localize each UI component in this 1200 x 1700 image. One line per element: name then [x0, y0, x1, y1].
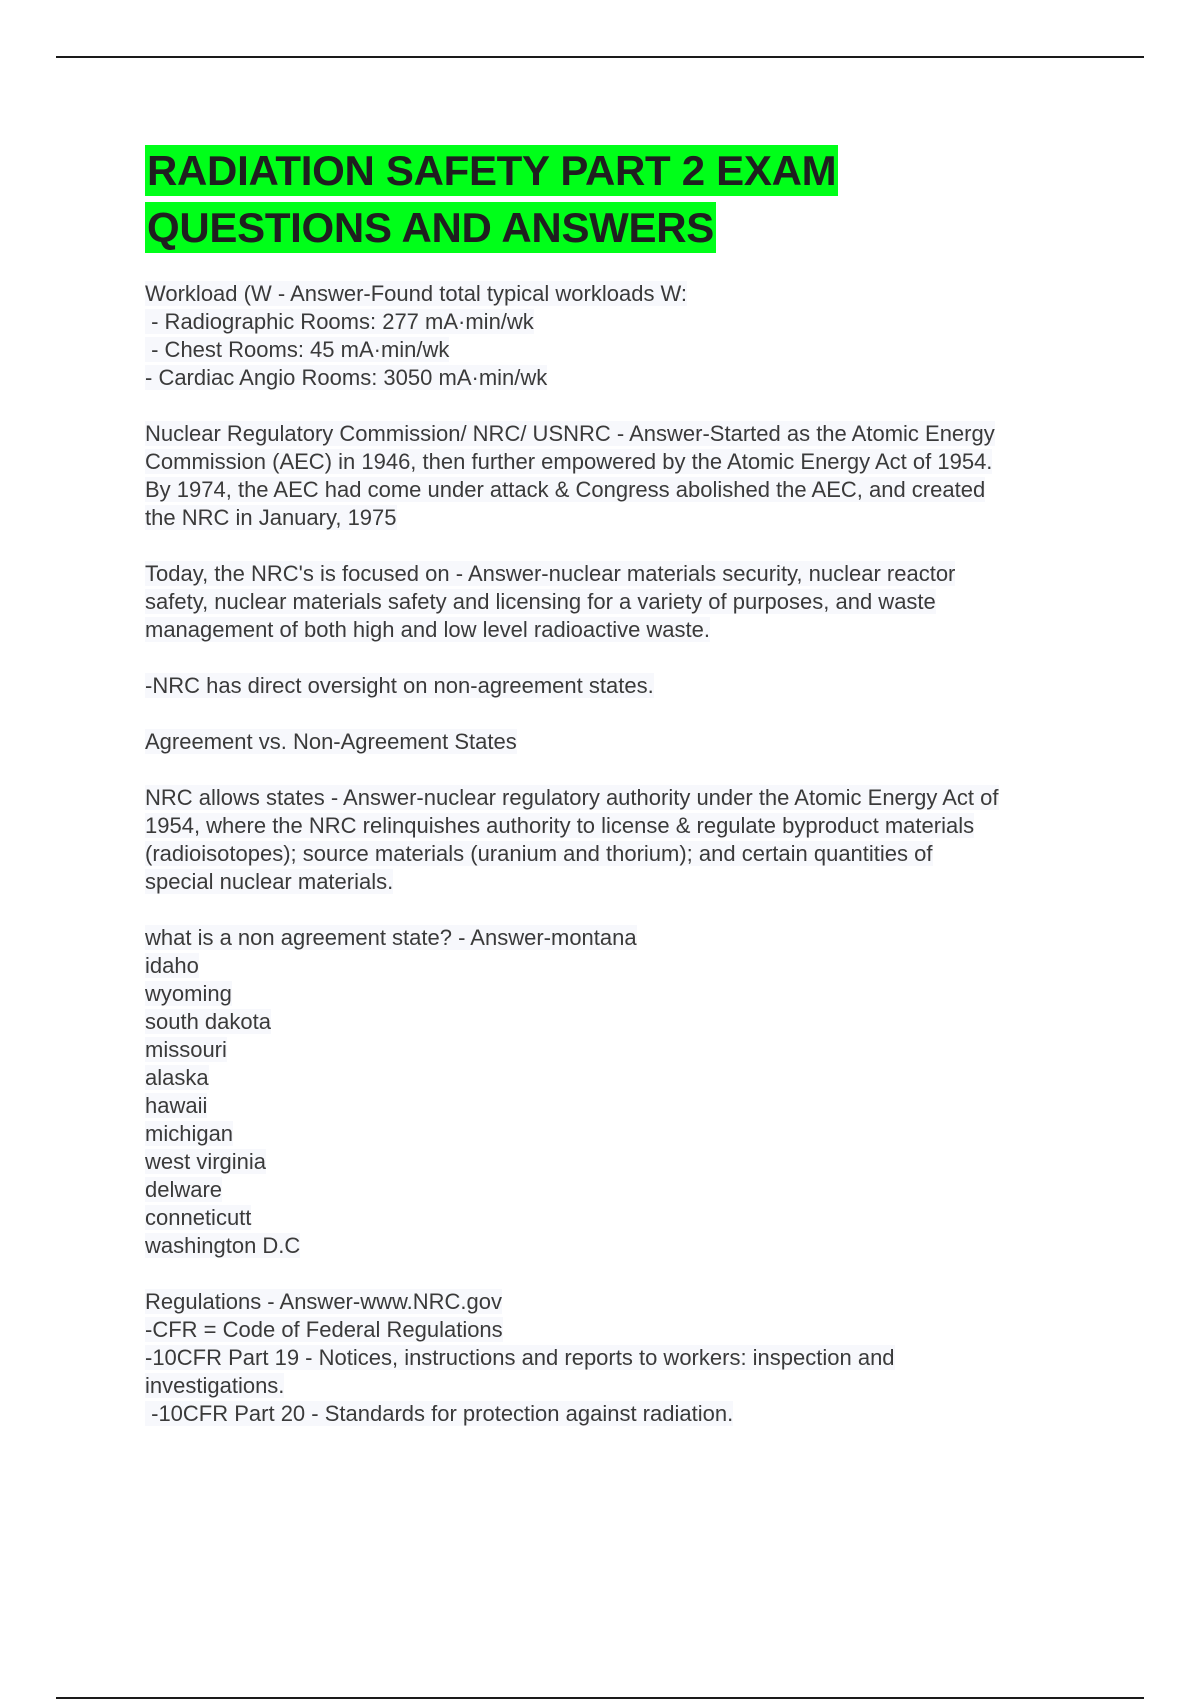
text-line	[145, 812, 1105, 840]
document-title	[145, 142, 1105, 256]
qa-list	[145, 280, 1105, 1428]
text-line	[145, 728, 1105, 756]
text-line-content: west virginia	[145, 1149, 267, 1174]
text-line-content: Regulations - Answer-www.NRC.gov	[145, 1289, 503, 1314]
qa-item	[145, 672, 1105, 700]
text-line	[145, 420, 1105, 448]
text-line	[145, 1036, 1105, 1064]
text-line-content: investigations.	[145, 1373, 285, 1398]
qa-item	[145, 1288, 1105, 1428]
text-line	[145, 1288, 1105, 1316]
text-line-content: - Chest Rooms: 45 mA·min/wk	[145, 337, 450, 362]
text-line-content: missouri	[145, 1037, 227, 1062]
top-rule	[56, 56, 1144, 58]
qa-item	[145, 420, 1105, 532]
text-line-content: Commission (AEC) in 1946, then further empowered by the Atomic Energy Act of 1954.	[145, 449, 993, 474]
text-line	[145, 336, 1105, 364]
bottom-rule	[56, 1697, 1144, 1699]
text-line	[145, 1064, 1105, 1092]
text-line	[145, 1372, 1105, 1400]
text-line	[145, 448, 1105, 476]
text-line	[145, 1008, 1105, 1036]
text-line-content: management of both high and low level radioactive waste.	[145, 617, 711, 642]
text-line	[145, 280, 1105, 308]
text-line-content: the NRC in January, 1975	[145, 505, 397, 530]
text-line-content: south dakota	[145, 1009, 271, 1034]
qa-item	[145, 924, 1105, 1260]
text-line-content: Agreement vs. Non-Agreement States	[145, 729, 517, 754]
text-line-content: Today, the NRC's is focused on - Answer-nuclear materials security, nuclear reactor	[145, 561, 956, 586]
qa-item	[145, 560, 1105, 644]
text-line-content: delware	[145, 1177, 223, 1202]
text-line-content: -10CFR Part 20 - Standards for protection against radiation.	[145, 1401, 734, 1426]
document-page	[145, 142, 1105, 1456]
text-line-content: safety, nuclear materials safety and licensing for a variety of purposes, and waste	[145, 589, 936, 614]
text-line-content: - Radiographic Rooms: 277 mA·min/wk	[145, 309, 534, 334]
text-line-content: Workload (W - Answer-Found total typical workloads W:	[145, 281, 688, 306]
text-line	[145, 1316, 1105, 1344]
text-line	[145, 588, 1105, 616]
qa-item	[145, 728, 1105, 756]
text-line	[145, 1204, 1105, 1232]
text-line	[145, 1120, 1105, 1148]
text-line	[145, 504, 1105, 532]
text-line-content: (radioisotopes); source materials (uranium and thorium); and certain quantities of	[145, 841, 933, 866]
text-line-content: Nuclear Regulatory Commission/ NRC/ USNRC - Answer-Started as the Atomic Energy	[145, 421, 995, 446]
text-line-content: -CFR = Code of Federal Regulations	[145, 1317, 503, 1342]
text-line	[145, 308, 1105, 336]
text-line-content: hawaii	[145, 1093, 208, 1118]
title-line-2: QUESTIONS AND ANSWERS	[147, 204, 714, 251]
text-line	[145, 560, 1105, 588]
text-line-content: -10CFR Part 19 - Notices, instructions and reports to workers: inspection and	[145, 1345, 895, 1370]
qa-item	[145, 784, 1105, 896]
text-line-content: conneticutt	[145, 1205, 252, 1230]
text-line	[145, 672, 1105, 700]
text-line-content: By 1974, the AEC had come under attack & Congress abolished the AEC, and created	[145, 477, 986, 502]
text-line-content: what is a non agreement state? - Answer-montana	[145, 925, 637, 950]
text-line	[145, 1344, 1105, 1372]
text-line-content: michigan	[145, 1121, 234, 1146]
text-line	[145, 1092, 1105, 1120]
text-line-content: washington D.C	[145, 1233, 301, 1258]
text-line	[145, 840, 1105, 868]
text-line	[145, 1176, 1105, 1204]
text-line-content: -NRC has direct oversight on non-agreement states.	[145, 673, 654, 698]
text-line-content: 1954, where the NRC relinquishes authority to license & regulate byproduct materials	[145, 813, 975, 838]
text-line	[145, 952, 1105, 980]
text-line-content: NRC allows states - Answer-nuclear regulatory authority under the Atomic Energy Act of	[145, 785, 999, 810]
text-line-content: - Cardiac Angio Rooms: 3050 mA·min/wk	[145, 365, 548, 390]
text-line-content: alaska	[145, 1065, 209, 1090]
text-line	[145, 980, 1105, 1008]
text-line	[145, 364, 1105, 392]
text-line	[145, 1232, 1105, 1260]
text-line	[145, 784, 1105, 812]
qa-item	[145, 280, 1105, 392]
text-line-content: wyoming	[145, 981, 232, 1006]
text-line	[145, 1148, 1105, 1176]
text-line-content: idaho	[145, 953, 199, 978]
text-line	[145, 924, 1105, 952]
text-line	[145, 868, 1105, 896]
text-line	[145, 616, 1105, 644]
text-line	[145, 476, 1105, 504]
text-line-content: special nuclear materials.	[145, 869, 394, 894]
text-line	[145, 1400, 1105, 1428]
title-line-1: RADIATION SAFETY PART 2 EXAM	[147, 147, 837, 194]
